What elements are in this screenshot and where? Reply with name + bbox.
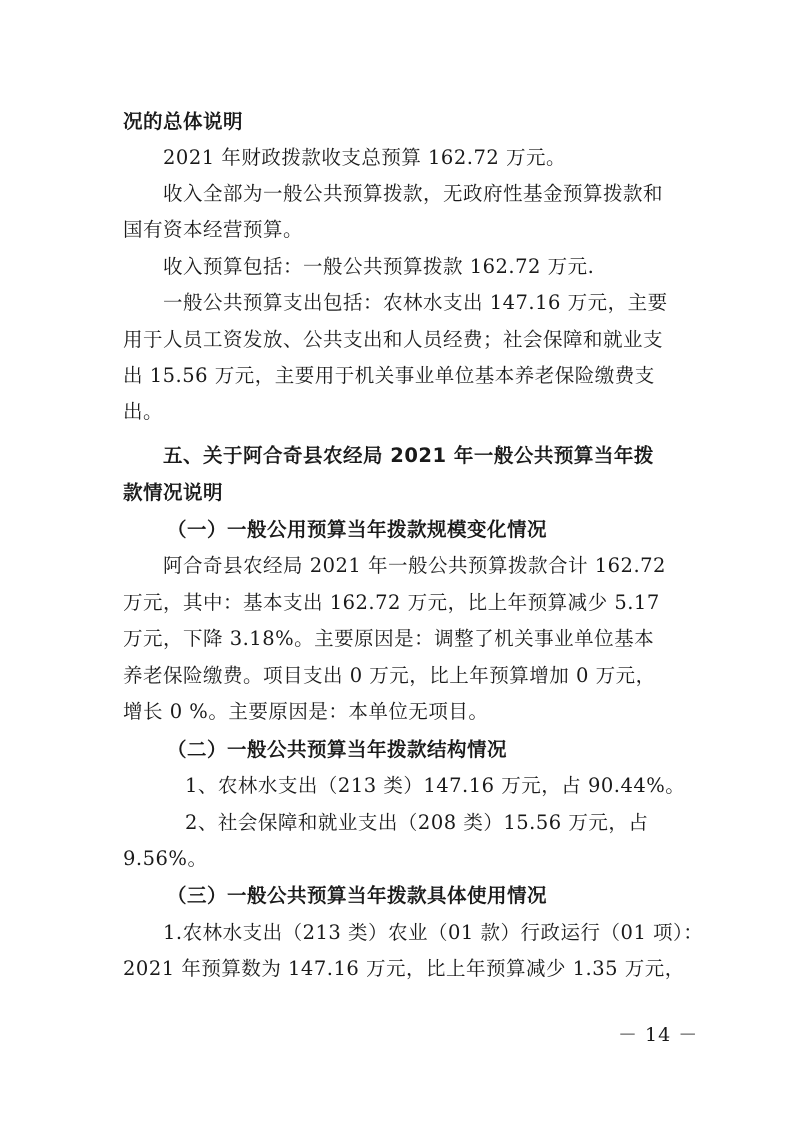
- paragraph-line: 2021 年预算数为 147.16 万元，比上年预算减少 1.35 万元，: [123, 957, 685, 980]
- paragraph-line: 万元，其中：基本支出 162.72 万元，比上年预算减少 5.17: [123, 591, 660, 614]
- section-heading: 五、关于阿合奇县农经局 2021 年一般公共预算当年拨: [163, 444, 654, 467]
- paragraph-line: 收入预算包括：一般公共预算拨款 162.72 万元.: [163, 255, 595, 278]
- paragraph-line: 阿合奇县农经局 2021 年一般公共预算拨款合计 162.72: [163, 554, 666, 577]
- list-item-continuation: 9.56%。: [123, 847, 208, 870]
- paragraph-line: 1.农林水支出（213 类）农业（01 款）行政运行（01 项）：: [163, 921, 704, 944]
- paragraph-line: 一般公共预算支出包括：农林水支出 147.16 万元，主要: [163, 291, 668, 314]
- paragraph-line: 万元，下降 3.18%。主要原因是：调整了机关事业单位基本: [123, 627, 655, 650]
- section-heading: 款情况说明: [123, 481, 224, 504]
- paragraph-line: 用于人员工资发放、公共支出和人员经费；社会保障和就业支: [123, 328, 664, 351]
- subsection-heading: （三）一般公共预算当年拨款具体使用情况: [167, 884, 548, 907]
- list-item: 1、农林水支出（213 类）147.16 万元，占 90.44%。: [185, 774, 686, 797]
- paragraph-line: 养老保险缴费。项目支出 0 万元，比上年预算增加 0 万元，: [123, 664, 656, 687]
- paragraph-line: 出。: [123, 400, 164, 423]
- subsection-heading: （二）一般公共预算当年拨款结构情况: [167, 738, 508, 761]
- list-item: 2、社会保障和就业支出（208 类）15.56 万元，占: [185, 811, 649, 834]
- paragraph-line: 2021 年财政拨款收支总预算 162.72 万元。: [163, 146, 566, 169]
- paragraph-line: 增长 0 %。主要原因是：本单位无项目。: [123, 700, 489, 723]
- paragraph-line: 国有资本经营预算。: [123, 218, 304, 241]
- section-heading-continuation: 况的总体说明: [123, 110, 244, 133]
- paragraph-line: 出 15.56 万元，主要用于机关事业单位基本养老保险缴费支: [123, 364, 655, 387]
- subsection-heading: （一）一般公用预算当年拨款规模变化情况: [167, 518, 548, 541]
- paragraph-line: 收入全部为一般公共预算拨款，无政府性基金预算拨款和: [163, 182, 664, 205]
- page-number: － 14 －: [618, 1024, 699, 1046]
